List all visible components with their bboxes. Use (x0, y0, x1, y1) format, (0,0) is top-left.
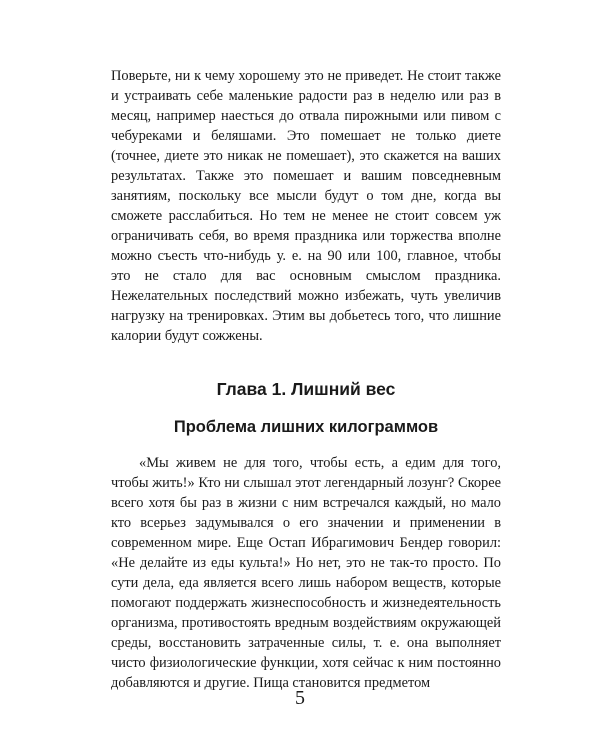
body-paragraph-2: «Мы живем не для того, чтобы есть, а едим для того, чтобы жить!» Кто ни слышал этот легендарный лозунг? Скорее всего хотя бы раз в жизни с ним встречался каждый, но мало кто всерьез задумывался о его значении и применении в современном мире. Еще Остап Ибрагимович Бендер говорил: «Не делайте из еды культа!» Но нет, это не так-то просто. По сути дела, еда является всего лишь набором веществ, которые помогают поддержать жизнеспособность и жизнедеятельность организма, противостоять вредным воздействиям окружающей среды, восстановить затраченные силы, т. е. она выполняет чисто физиологические функции, хотя сейчас к ним постоянно добавляются и другие. Пища становится предметом (111, 455, 501, 691)
chapter-title: Глава 1. Лишний вес (216, 379, 396, 399)
section-title: Проблема лишних килограммов (173, 418, 439, 436)
page-content (111, 66, 501, 693)
body-paragraph-1: Поверьте, ни к чему хорошему это не приведет. Не стоит также и устраивать себе маленькие радости раз в неделю или раз в месяц, например наесться до отвала пирожными или пивом с чебуреками и беляшами. Это помешает не только диете (точнее, диете это никак не помешает), это скажется на ваших результатах. Также это помешает и вашим повседневным занятиям, поскольку все мысли будут о том дне, когда вы сможете расслабиться. Но тем не менее не стоит совсем уж ограничивать себя, во время праздника или торжества вполне можно съесть что-нибудь у. е. на 90 или 100, главное, чтобы это не стало для вас основным смыслом праздника. Нежелательных последствий можно избежать, чуть увеличив нагрузку на тренировках. Этим вы добьетесь того, что лишние калории будут сожжены. (111, 68, 501, 344)
page-number: 5 (295, 687, 305, 709)
